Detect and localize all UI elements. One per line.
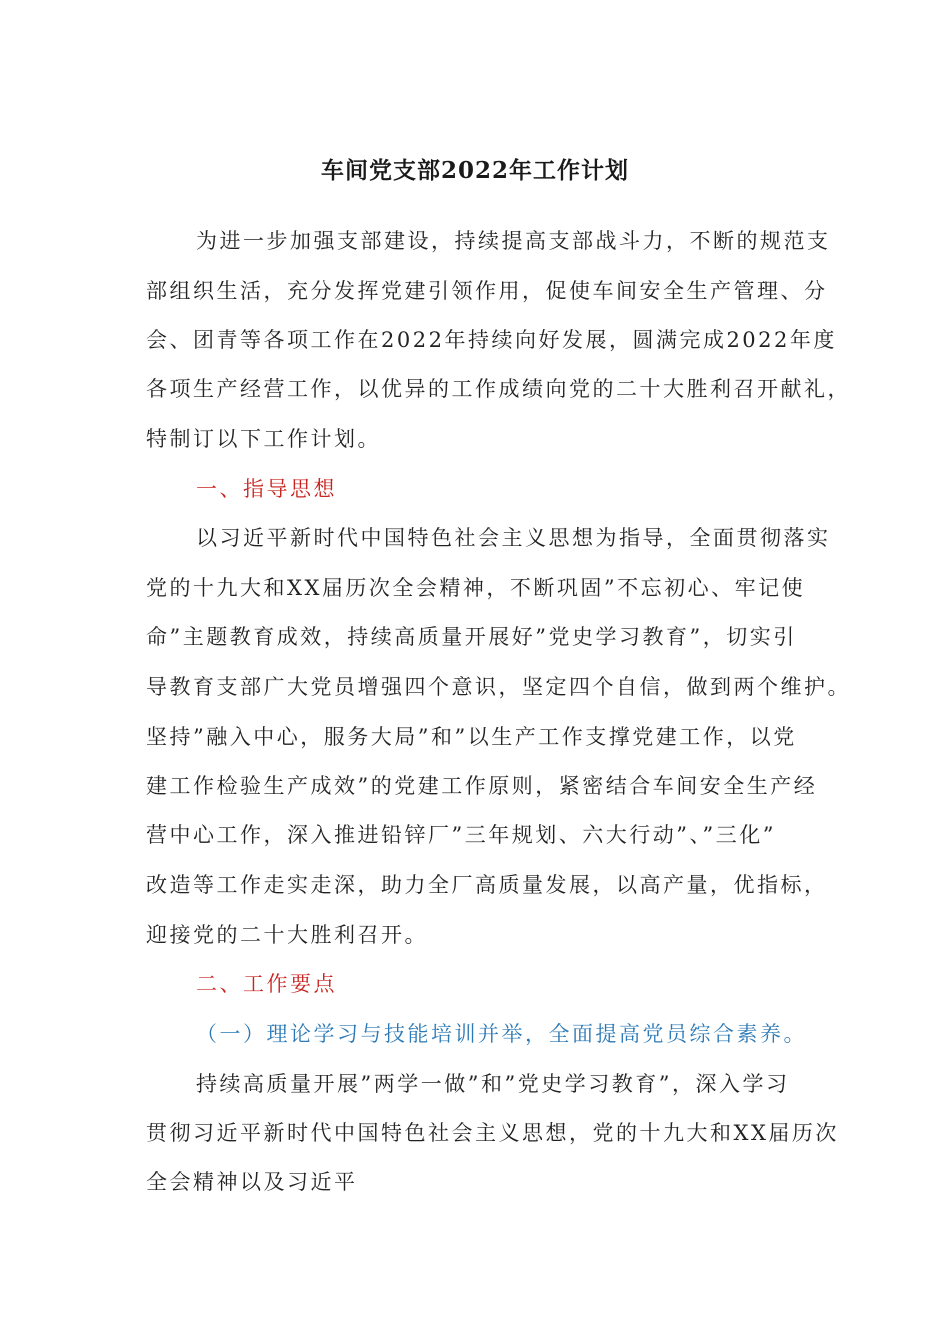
paragraph-line: 迎接党的二十大胜利召开。 bbox=[146, 923, 428, 947]
section-heading: 二、工作要点 bbox=[196, 972, 337, 996]
paragraph-line: 全会精神以及习近平 bbox=[146, 1170, 358, 1194]
paragraph-line: 以习近平新时代中国特色社会主义思想为指导，全面贯彻落实 bbox=[196, 526, 831, 550]
paragraph-line: 持续高质量开展”两学一做”和”党史学习教育”，深入学习 bbox=[196, 1072, 790, 1096]
paragraph-line: 营中心工作，深入推进铅锌厂”三年规划、六大行动”、”三化” bbox=[146, 823, 776, 847]
section-heading: 一、指导思想 bbox=[196, 477, 337, 501]
paragraph-line: 命”主题教育成效，持续高质量开展好”党史学习教育”，切实引 bbox=[146, 625, 797, 649]
paragraph-line: 各项生产经营工作，以优异的工作成绩向党的二十大胜利召开献礼， bbox=[146, 377, 851, 401]
paragraph-line: 导教育支部广大党员增强四个意识，坚定四个自信，做到两个维护。 bbox=[146, 675, 851, 699]
paragraph-line: 为进一步加强支部建设，持续提高支部战斗力，不断的规范支 bbox=[196, 229, 831, 253]
paragraph-line: 党的十九大和XX届历次全会精神，不断巩固”不忘初心、牢记使 bbox=[146, 576, 806, 600]
paragraph-line: 特制订以下工作计划。 bbox=[146, 427, 381, 451]
paragraph-line: 建工作检验生产成效”的党建工作原则，紧密结合车间安全生产经 bbox=[146, 774, 818, 798]
paragraph-line: 改造等工作走实走深，助力全厂高质量发展，以高产量，优指标， bbox=[146, 873, 828, 897]
page-title: 车间党支部2022年工作计划 bbox=[320, 157, 629, 184]
paragraph-line: 会、团青等各项工作在2022年持续向好发展，圆满完成2022年度 bbox=[146, 328, 837, 352]
paragraph-line: 部组织生活，充分发挥党建引领作用，促使车间安全生产管理、分 bbox=[146, 279, 828, 303]
paragraph-line: 坚持”融入中心，服务大局”和”以生产工作支撑党建工作，以党 bbox=[146, 725, 797, 749]
paragraph-line: 贯彻习近平新时代中国特色社会主义思想，党的十九大和XX届历次 bbox=[146, 1121, 839, 1145]
subsection-heading: （一）理论学习与技能培训并举，全面提高党员综合素养。 bbox=[196, 1022, 807, 1046]
